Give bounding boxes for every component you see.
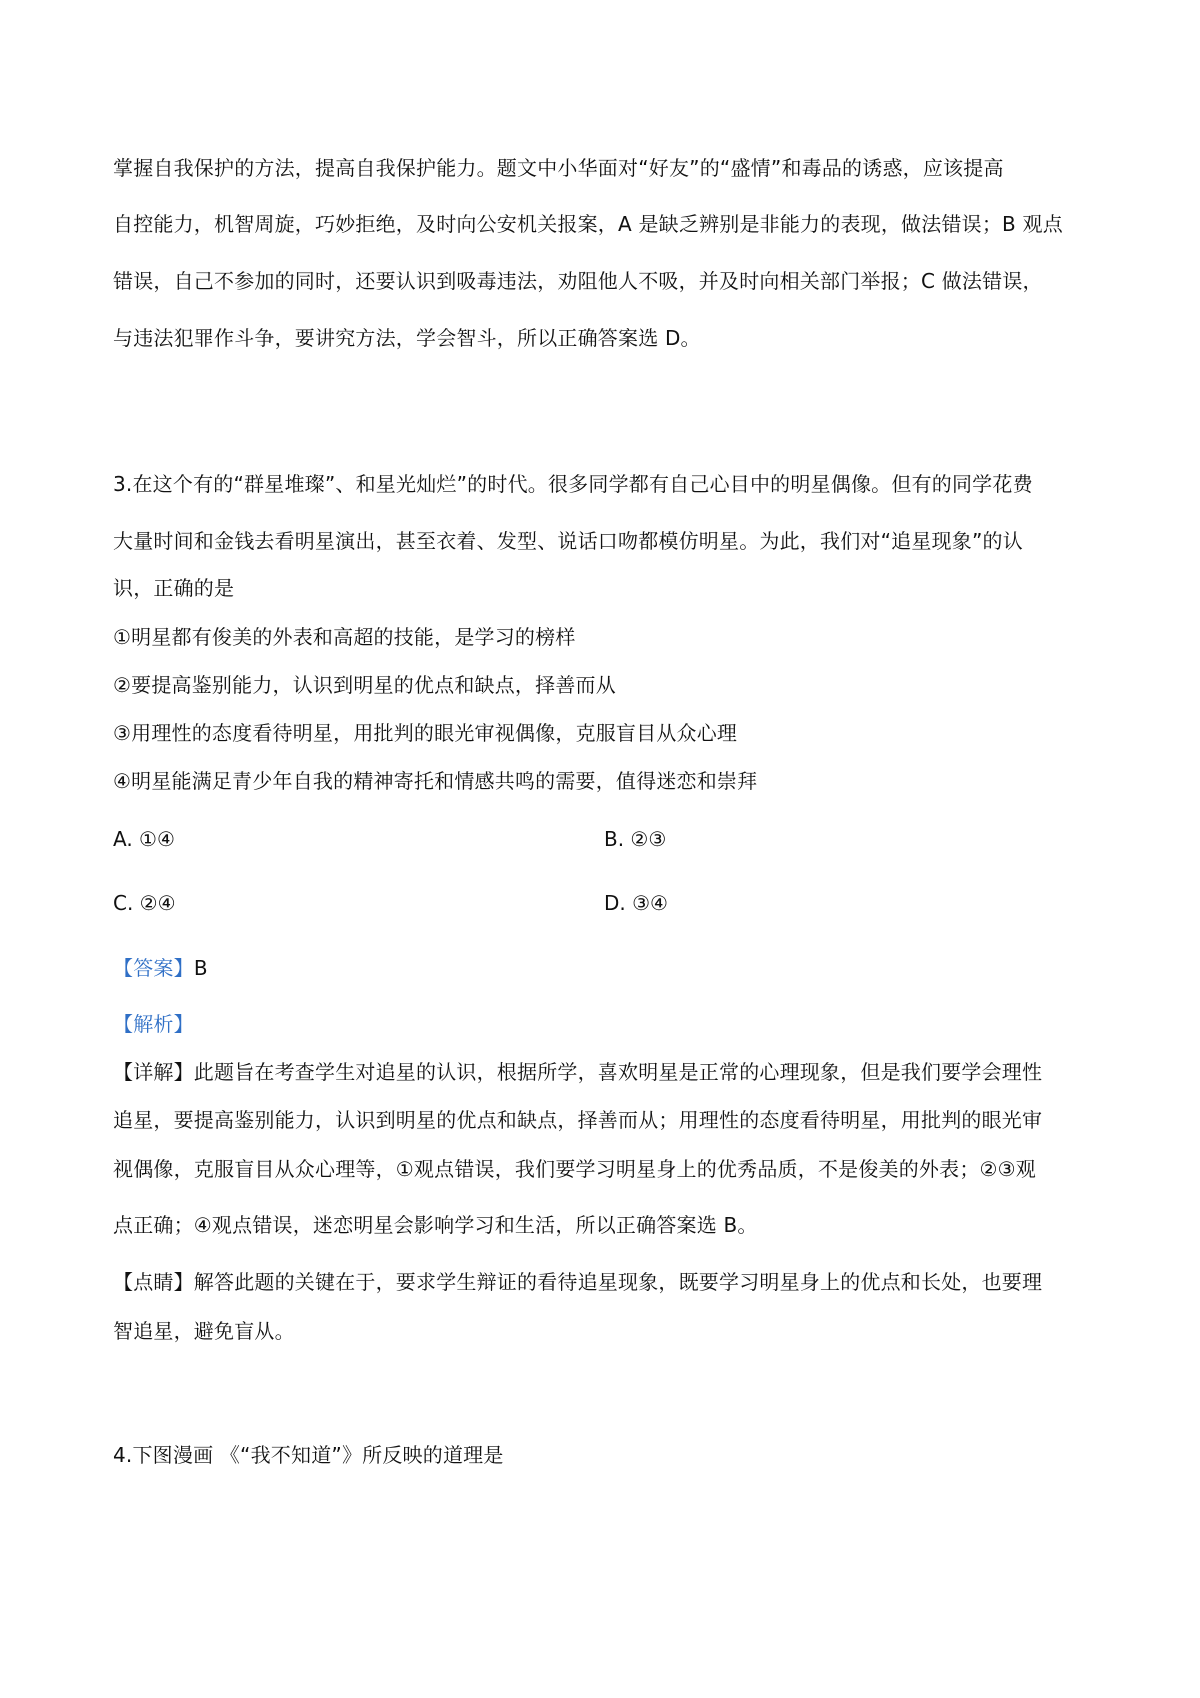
q3-stem-line-1: 3.在这个有的“群星堆璨”、和星光灿烂”的时代。很多同学都有自己心目中的明星偶像。但有的同学花费 xyxy=(113,472,1033,496)
q3-stem-line-2: 大量时间和金钱去看明星演出，甚至衣着、发型、说话口吻都模仿明星。为此，我们对“追星现象”的认 xyxy=(113,529,1023,553)
q3-statement-3: ③用理性的态度看待明星，用批判的眼光审视偶像，克服盲目从众心理 xyxy=(113,721,738,745)
q3-detail-line-1: 【详解】此题旨在考查学生对追星的认识，根据所学，喜欢明星是正常的心理现象，但是我们要学会理性 xyxy=(113,1060,1043,1084)
answer-tag: 【答案】 xyxy=(113,956,194,980)
q2-analysis-line-4: 与违法犯罪作斗争，要讲究方法，学会智斗，所以正确答案选 D。 xyxy=(113,326,701,350)
q3-answer xyxy=(113,954,1103,982)
q2-analysis-line-1: 掌握自我保护的方法，提高自我保护能力。题文中小华面对“好友”的“盛情”和毒品的诱惑，应该提高 xyxy=(113,156,1004,180)
q3-statement-2: ②要提高鉴别能力，认识到明星的优点和缺点，择善而从 xyxy=(113,673,616,697)
q2-analysis-line-3: 错误，自己不参加的同时，还要认识到吸毒违法，劝阻他人不吸，并及时向相关部门举报；C 做法错误， xyxy=(113,269,1043,293)
q3-comment-line-1: 【点睛】解答此题的关键在于，要求学生辩证的看待追星现象，既要学习明星身上的优点和长处，也要理 xyxy=(113,1270,1043,1294)
answer-value: B xyxy=(193,956,208,980)
q3-detail-line-2: 追星，要提高鉴别能力，认识到明星的优点和缺点，择善而从；用理性的态度看待明星，用批判的眼光审 xyxy=(113,1108,1043,1132)
q3-detail-line-4: 点正确；④观点错误，迷恋明星会影响学习和生活，所以正确答案选 B。 xyxy=(113,1213,758,1237)
q3-statement-4: ④明星能满足青少年自我的精神寄托和情感共鸣的需要，值得迷恋和崇拜 xyxy=(113,769,758,793)
q3-statement-1: ①明星都有俊美的外表和高超的技能，是学习的榜样 xyxy=(113,625,576,649)
q3-detail-line-3: 视偶像，克服盲目从众心理等，①观点错误，我们要学习明星身上的优秀品质，不是俊美的外表；②③观 xyxy=(113,1157,1036,1181)
q3-option-d: D. ③④ xyxy=(604,891,668,915)
q3-option-c: C. ②④ xyxy=(113,891,176,915)
q2-analysis-line-2: 自控能力，机智周旋，巧妙拒绝，及时向公安机关报案，A 是缺乏辨别是非能力的表现，做法错误；B 观点 xyxy=(113,212,1063,236)
q4-stem: 4.下图漫画 《“我不知道”》所反映的道理是 xyxy=(113,1443,504,1467)
analysis-tag: 【解析】 xyxy=(113,1012,194,1036)
q3-option-a: A. ①④ xyxy=(113,827,175,851)
q3-stem-line-3: 识，正确的是 xyxy=(113,576,235,600)
q3-option-b: B. ②③ xyxy=(604,827,667,851)
q3-analysis-heading xyxy=(113,1010,1103,1038)
q3-comment-line-2: 智追星，避免盲从。 xyxy=(113,1319,295,1343)
